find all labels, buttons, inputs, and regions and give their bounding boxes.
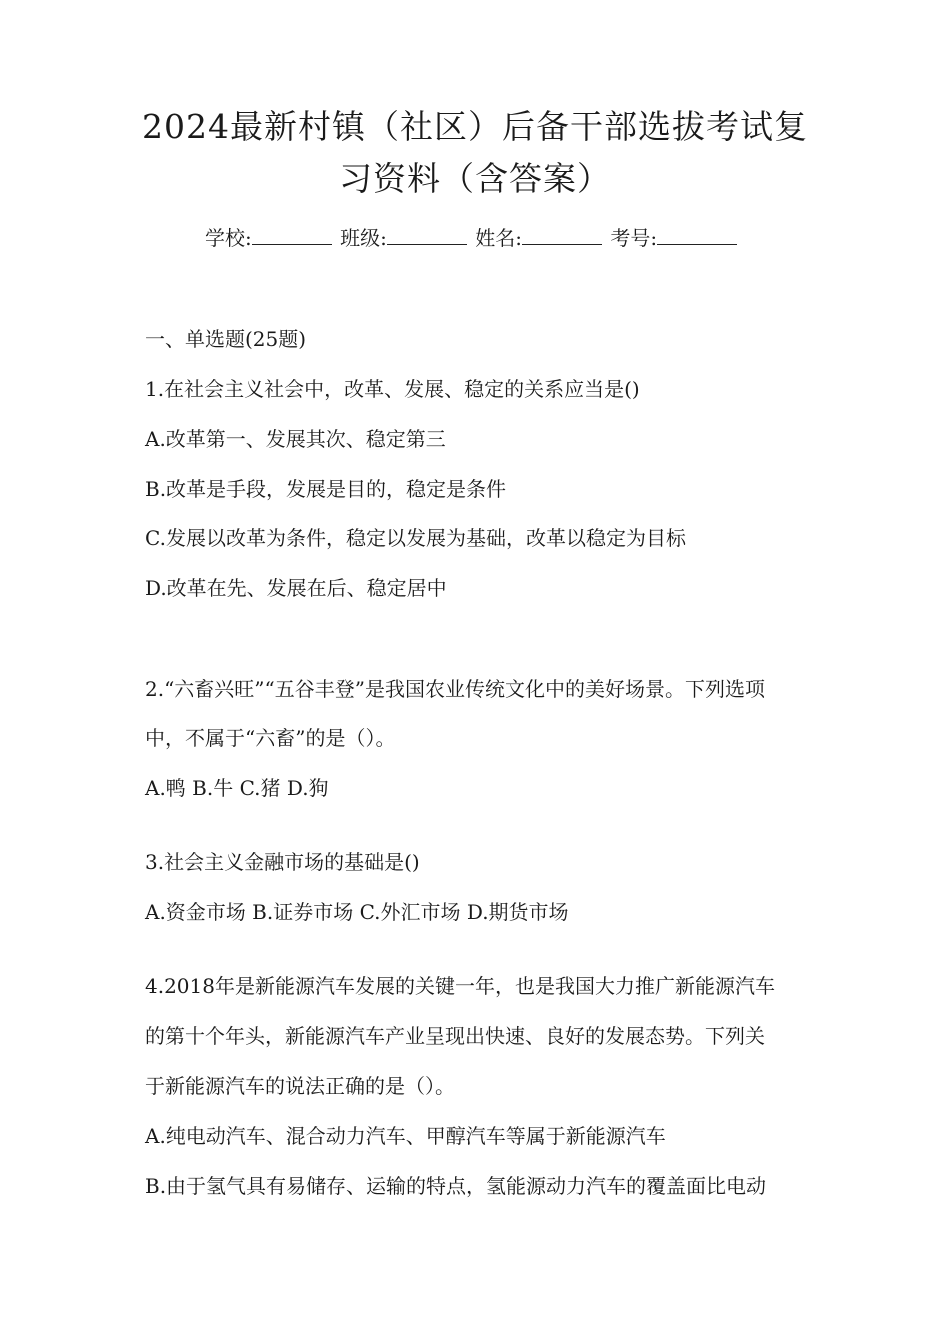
class-label: 班级: [340,226,387,250]
number-label: 考号: [610,226,658,250]
question-1-option-c: C.发展以改革为条件，稳定以发展为基础，改革以稳定为目标 [145,526,686,550]
question-4-stem-line-2: 的第十个年头，新能源汽车产业呈现出快速、良好的发展态势。下列关 [145,1024,765,1048]
page-title-line-2: 习资料（含答案） [339,159,611,198]
question-3-stem: 3.社会主义金融市场的基础是() [145,850,420,874]
question-2-stem-line-1: 2.“六畜兴旺”“五谷丰登”是我国农业传统文化中的美好场景。下列选项 [145,677,765,701]
question-3-options: A.资金市场 B.证券市场 C.外汇市场 D.期货市场 [145,900,569,924]
question-1-option-a: A.改革第一、发展其次、稳定第三 [145,427,446,451]
name-blank [522,226,602,245]
school-label: 学校: [205,226,252,250]
question-4-option-a: A.纯电动汽车、混合动力汽车、甲醇汽车等属于新能源汽车 [145,1124,666,1148]
student-info-row [205,222,765,251]
question-2-stem-line-2: 中，不属于“六畜”的是（）。 [145,726,396,750]
class-blank [387,226,467,245]
question-1-option-b: B.改革是手段，发展是目的，稳定是条件 [145,477,507,501]
section-heading: 一、单选题(25题) [145,327,307,351]
name-label: 姓名: [475,226,522,250]
school-blank [252,226,332,245]
number-blank [657,226,737,245]
question-1-option-d: D.改革在先、发展在后、稳定居中 [145,576,447,600]
question-4-stem-line-1: 4.2018年是新能源汽车发展的关键一年，也是我国大力推广新能源汽车 [145,974,775,998]
question-1-stem: 1.在社会主义社会中，改革、发展、稳定的关系应当是() [145,377,640,401]
question-4-option-b: B.由于氢气具有易储存、运输的特点，氢能源动力汽车的覆盖面比电动 [145,1174,767,1198]
question-4-stem-line-3: 于新能源汽车的说法正确的是（）。 [145,1074,455,1098]
page-title-line-1: 2024最新村镇（社区）后备干部选拔考试复 [142,107,808,146]
question-2-options: A.鸭 B.牛 C.猪 D.狗 [145,776,329,800]
